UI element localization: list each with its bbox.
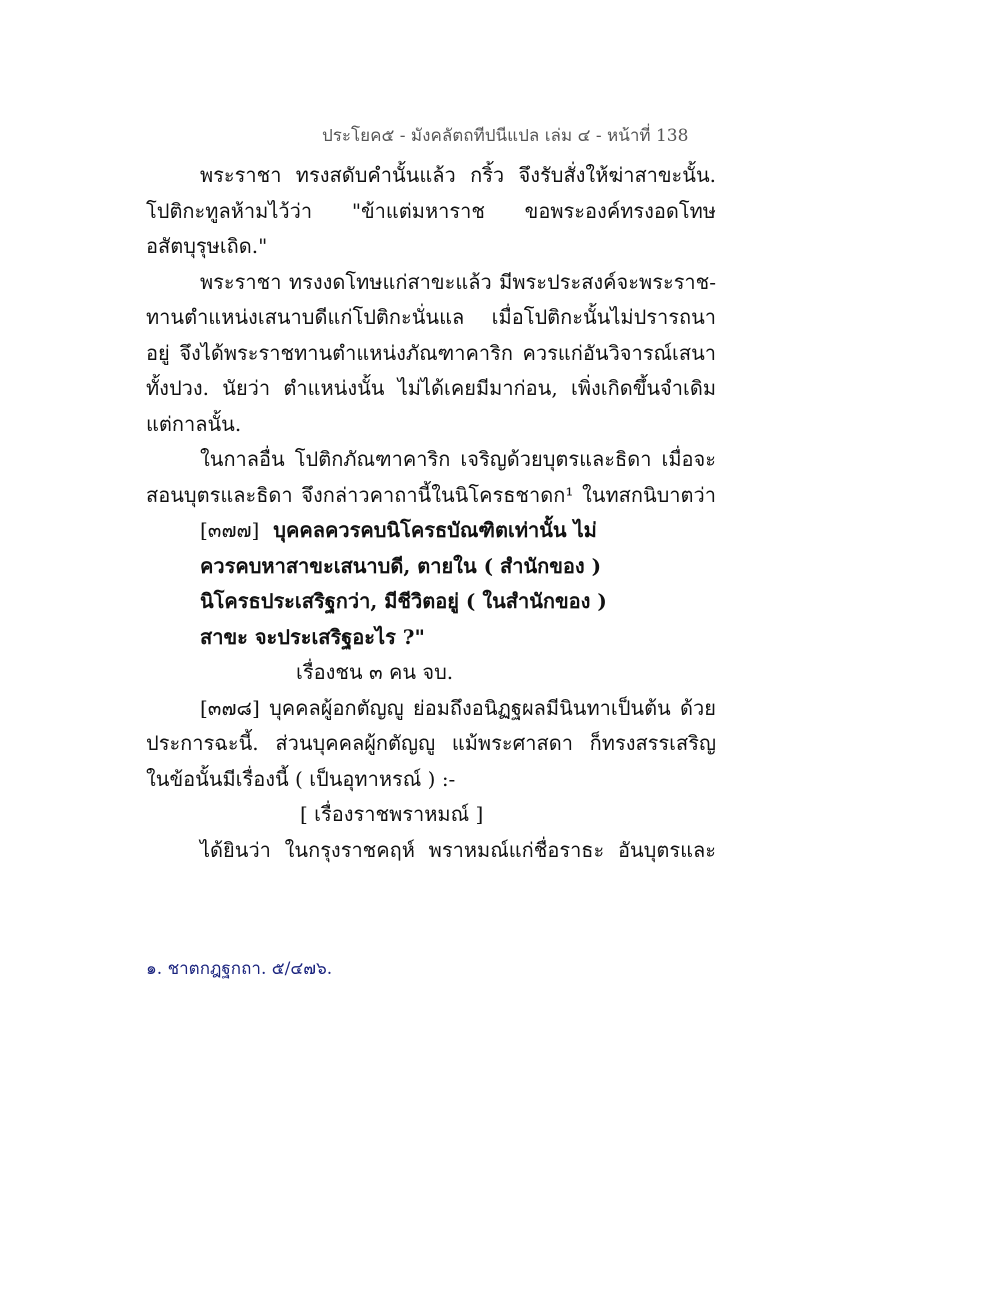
verse-line: ควรคบหาสาขะเสนาบดี, ตายใน ( สำนักของ ) <box>200 553 602 578</box>
story-end: เรื่องชน ๓ คน จบ. <box>296 660 454 684</box>
text-line: พระราชา ทรงสดับคำนั้นแล้ว กริ้ว จึงรับสั่งให้ฆ่าสาขะนั้น. <box>200 163 716 187</box>
verse-line: นิโครธประเสริฐกว่า, มีชีวิตอยู่ ( ในสำนักของ ) <box>200 589 607 613</box>
footnote: ๑. ชาตกฎฐกถา. ๕/๔๗๖. <box>146 959 333 979</box>
text-line: แต่กาลนั้น. <box>146 411 242 436</box>
text-line: [๓๗๘] บุคคลผู้อกตัญญู ย่อมถึงอนิฏฐผลมีนินทาเป็นต้น ด้วย <box>200 695 716 720</box>
text-line: พระราชา ทรงงดโทษแก่สาขะแล้ว มีพระประสงค์จะพระราช- <box>200 269 716 294</box>
text-line: อสัตบุรุษเถิด." <box>146 234 268 258</box>
text-line: ได้ยินว่า ในกรุงราชคฤห์ พราหมณ์แก่ชื่อราธะ อันบุตรและ <box>200 837 716 862</box>
section-title: [ เรื่องราชพราหมณ์ ] <box>300 802 484 826</box>
verse-line <box>146 513 716 549</box>
page-header: ประโยค๕ - มังคลัตถทีปนีแปล เล่ม ๔ - หน้าที่ 138 <box>322 126 689 146</box>
text-line: ในข้อนั้นมีเรื่องนี้ ( เป็นอุทาหรณ์ ) :- <box>146 766 456 791</box>
text-line: โปติกะทูลห้ามไว้ว่า "ข้าแต่มหาราช ขอพระองค์ทรงอดโทษ <box>146 198 716 223</box>
text-line: ในกาลอื่น โปติกภัณฑาคาริก เจริญด้วยบุตรและธิดา เมื่อจะ <box>200 447 716 471</box>
verse-line: สาขะ จะประเสริฐอะไร ?" <box>200 624 425 649</box>
verse-text: บุคคลควรคบนิโครธบัณฑิตเท่านั้น ไม่ <box>273 518 597 542</box>
text-line: ทานตำแหน่งเสนาบดีแก่โปติกะนั่นแล เมื่อโปติกะนั้นไม่ปรารถนา <box>146 305 716 329</box>
text-line: อยู่ จึงได้พระราชทานตำแหน่งภัณฑาคาริก ควรแก่อันวิจารณ์เสนา <box>146 340 716 365</box>
body-text <box>146 158 716 868</box>
text-line: ประการฉะนี้. ส่วนบุคคลผู้กตัญญู แม้พระศาสดา ก็ทรงสรรเสริญ <box>146 731 716 755</box>
verse-number: [๓๗๗] <box>200 518 260 542</box>
text-line: สอนบุตรและธิดา จึงกล่าวคาถานี้ในนิโครธชาดก¹ ในทสกนิบาตว่า <box>146 482 716 507</box>
text-line: ทั้งปวง. นัยว่า ตำแหน่งนั้น ไม่ได้เคยมีมาก่อน, เพิ่งเกิดขึ้นจำเดิม <box>146 376 716 400</box>
